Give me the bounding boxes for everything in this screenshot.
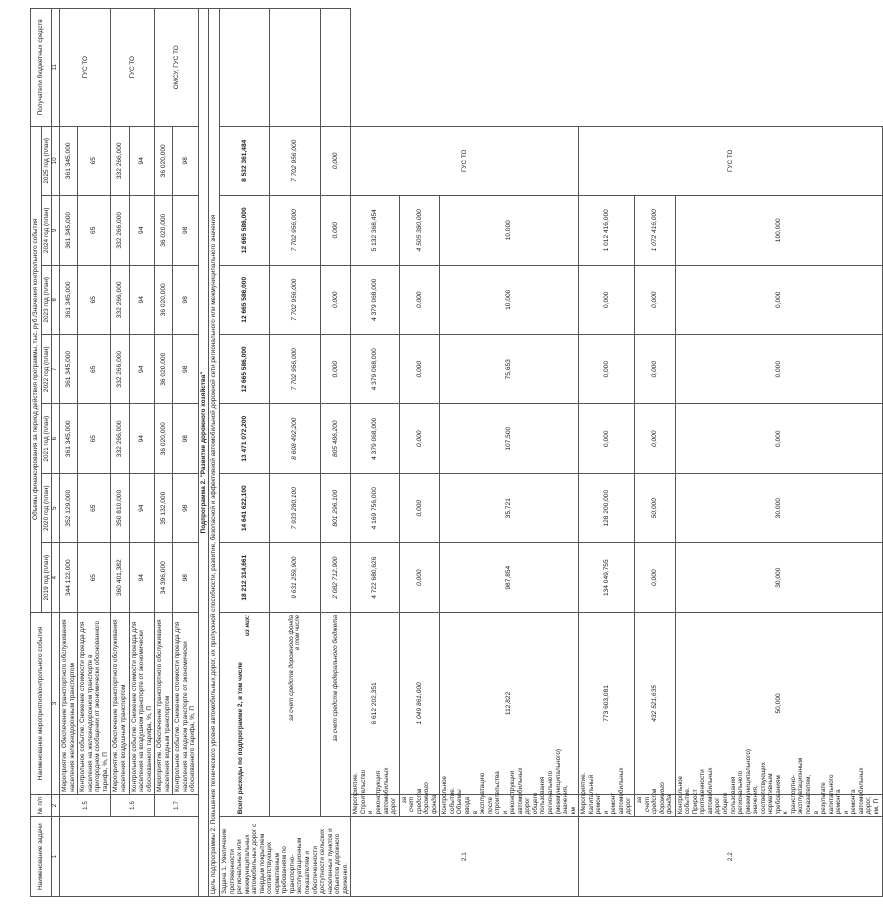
sub-label: за счет средств дорожного фонда в том числе [270,612,320,816]
row-value: 4 169 756,000 [351,473,399,542]
row-name: Контрольное событие. Снижение стоимости проезда для населения на водном транспорте от экономически обоснованного тарифа, %, П [173,612,199,794]
row-value: 332 266,000 [111,404,129,473]
row-value: 50,000 [675,612,882,794]
sub-value: 0,000 [320,335,351,404]
row-value: 128 200,000 [579,473,635,542]
row-value: 361 345,000 [60,196,78,265]
row-value: 0,000 [579,265,635,334]
row-value: 94 [129,543,155,612]
row-name: Мероприятие. Обеспечение транспортного обслуживания населения водным транспортом [155,612,173,794]
row-name: Мероприятие. Обеспечение транспортного обслуживания населения воздушным транспортом [111,612,129,794]
total-value: 8 532 361,484 [220,126,270,196]
index-cell: 4 [52,543,60,612]
row-value: 350 810,000 [111,473,129,542]
row-name: Мероприятие. Обеспечение транспортного обслуживания населения железнодорожным транспортом [60,612,78,794]
task-text: Задача 1. Увеличение протяженности региональных или межмуниципальных автомобильных дорог с твердым покрытием соответствующих нормативным требованиям по транспортно-эксплуатационным показателям и обеспеченности доступности сельских населенных пунктов и объектов дорожного движения. [220,817,351,897]
row-name: Контрольное событие. Прирост протяженности автомобильных дорог общего пользования регионального (межмуниципального) значения, соответствующих нормативным требованиям к транспортно-эксплуатационным показателям, в результате капитального ремонта и ремонта автомобильных дорог, км, П [675,794,882,816]
row-name: Мероприятие. Строительство и реконструкция автомобильных дорог [351,794,399,816]
row-value: 344 122,000 [60,543,78,612]
row-value: 1 012 416,000 [579,196,635,265]
row-value: 0,000 [399,473,440,542]
row-value: 0,000 [399,543,440,612]
year-2021: 2021 год (план) [41,404,52,473]
sub-label: за счет средств федерального бюджета [320,612,351,816]
row-value: 10,000 [440,265,579,334]
row-value: 332 266,000 [111,265,129,334]
index-cell: 9 [52,196,60,265]
goal-text: Цель подпрограммы 2. Повышение технического уровня автомобильных дорог, их пропускной способности, развитие, безопасной и эффективной автомобильной дорожной сети регионального или межмуниципального значения [209,9,220,897]
table-row [60,9,78,897]
sub-value: 7 933 280,100 [270,473,320,542]
row-value: 98 [173,265,199,334]
row-recipient: ГУС ТО [60,9,111,127]
row-value: 0,000 [675,404,882,473]
table-row [173,9,199,897]
row-value: 134 049,755 [579,543,635,612]
row-number: 2.2 [579,817,882,897]
row-value: 0,000 [635,265,676,334]
index-cell: 11 [52,9,60,127]
year-2023: 2023 год (план) [41,265,52,334]
table-row [111,9,129,897]
row-value: 1 072 416,000 [635,196,676,265]
row-value: 0,000 [399,404,440,473]
row-value: 75,653 [440,335,579,404]
total-recipient [220,9,270,127]
row-recipient: ГУС ТО [579,126,882,196]
row-value: 361 345,000 [60,335,78,404]
sub-value: 7 702 956,000 [270,335,320,404]
index-cell: 3 [52,612,60,794]
col-num: № п/п [31,794,52,816]
row-value: 98 [173,404,199,473]
row-value: 360 401,382 [111,543,129,612]
row-value: 0,000 [635,335,676,404]
row-value: 98 [173,126,199,196]
row-value: 94 [129,126,155,196]
row-value: 30,000 [675,543,882,612]
row-value: 30,000 [675,473,882,542]
row-name: Контрольное событие. Снижение стоимости проезда для населения на железнодорожном транспорте в пригородном сообщении от экономически обоснованного тарифа, %, П [78,612,111,794]
row-value: 4 379 068,000 [351,265,399,334]
row-value: 65 [78,335,111,404]
year-2024: 2024 год (план) [41,196,52,265]
row-value: 4 505 380,000 [399,196,440,265]
sub-row [320,9,351,897]
row-value: 98 [173,543,199,612]
row-value: 98 [173,473,199,542]
col-recipients: Получатели бюджетных средств [31,9,52,127]
total-value: 18 212 314,661 [220,543,270,612]
row-value: 0,000 [635,404,676,473]
row-value: 6 612 202,351 [351,612,399,794]
sub-value: 2 082 712,900 [320,543,351,612]
row-name: Контрольное событие. Снижение стоимости проезда для населения на воздушном транспорте от экономически обоснованного тарифа, %, П [129,612,155,794]
row-number: 2.1 [351,817,579,897]
row-value: 35,721 [440,473,579,542]
row-value: 36 020,000 [155,335,173,404]
total-value: 13 471 072,200 [220,404,270,473]
index-cell: 10 [52,126,60,196]
row-value: 65 [78,543,111,612]
subprogram-row [198,9,209,897]
row-name: Мероприятие. Капитальный ремонт и ремонт автомобильных дорог [579,794,635,816]
row-value: 65 [78,196,111,265]
row-value: 361 345,000 [60,265,78,334]
col-task: Наименование задачи [31,817,52,897]
year-2019: 2019 год (план) [41,543,52,612]
total-label: Всего расходы по подпрограмме 2, в том числе из них: [220,612,270,816]
row-value: 112,822 [440,612,579,794]
row-value: 36 020,000 [155,126,173,196]
col-financing: Объемы финансирования за период действия программы, тыс. руб./Значения контрольного события [31,126,42,612]
header-row [31,9,42,897]
row-value: 94 [129,335,155,404]
row-value: 34 396,000 [155,543,173,612]
row-value: 35 132,000 [155,473,173,542]
sub-value: 9 631 259,900 [270,543,320,612]
subprogram-section [198,9,350,897]
sub-recipient [320,9,351,127]
row-value: 352 129,000 [60,473,78,542]
row-value: 36 020,000 [155,265,173,334]
row-value: 0,000 [675,335,882,404]
index-cell: 2 [52,794,60,816]
row-value: 94 [129,196,155,265]
table-body-b [351,9,882,897]
row-value: 361 345,000 [60,404,78,473]
row-value: 1 049 861,000 [399,612,440,794]
total-row [220,9,270,897]
row-value: 94 [129,265,155,334]
total-value: 14 641 622,100 [220,473,270,542]
row-value: 36 020,000 [155,404,173,473]
table-row [155,9,173,897]
row-value: 4 722 680,626 [351,543,399,612]
goal-row [209,9,220,897]
year-2020: 2020 год (план) [41,473,52,542]
row-recipient: ГУС ТО [111,9,155,127]
row-value: 0,000 [399,335,440,404]
subprogram-title: Подпрограмма 2. "Развитие дорожного хозяйства" [198,9,209,897]
sub-row [270,9,320,897]
program-table [30,8,883,897]
incl-label: из них: [244,614,251,636]
row-value: 773 603,081 [579,612,635,794]
row-number: 1.5 [60,794,111,816]
row-value: 332 266,000 [111,126,129,196]
row-value: 0,000 [635,543,676,612]
index-cell: 7 [52,335,60,404]
sub-value: 0,000 [320,126,351,196]
row-value: 98 [173,335,199,404]
task-cell-empty [60,817,199,897]
row-value: 65 [78,126,111,196]
row-value: 94 [129,473,155,542]
sub-value: 7 702 956,000 [270,265,320,334]
row-value: 50,000 [635,473,676,542]
row-number: 1.7 [155,794,199,816]
table-body-a [60,9,199,897]
row-name: за счет средств дорожного фонда [399,794,440,816]
row-value: 332 266,000 [111,335,129,404]
total-value: 12 665 586,000 [220,265,270,334]
row-value: 65 [78,265,111,334]
index-cell: 5 [52,473,60,542]
index-cell: 8 [52,265,60,334]
row-value: 36 020,000 [155,196,173,265]
incl-label-2: в том числе [295,614,302,650]
row-name: за счет средств дорожного фонда [635,794,676,816]
row-value: 0,000 [675,265,882,334]
sub-value: 8 608 492,200 [270,404,320,473]
index-cell: 6 [52,404,60,473]
table-row [129,9,155,897]
table-row [351,9,399,897]
table-row [78,9,111,897]
row-value: 432 521,635 [635,612,676,794]
index-cell: 1 [52,817,60,897]
sub-value: 801 296,100 [320,473,351,542]
sub-value: 0,000 [320,196,351,265]
sub-recipient [270,9,320,127]
row-value: 987,854 [440,543,579,612]
index-row [52,9,60,897]
row-value: 107,500 [440,404,579,473]
sub-value: 7 702 956,000 [270,126,320,196]
row-recipient: ОМСУ, ГУС ТО [155,9,199,127]
total-value: 12 665 586,000 [220,196,270,265]
total-value: 12 665 586,000 [220,335,270,404]
row-value: 332 266,000 [111,196,129,265]
row-number: 1.6 [111,794,155,816]
row-value: 361 345,000 [60,126,78,196]
row-value: 94 [129,404,155,473]
row-value: 100,000 [675,196,882,265]
sub-value: 0,000 [320,265,351,334]
year-2022: 2022 год (план) [41,335,52,404]
sub-value: 805 486,200 [320,404,351,473]
row-value: 0,000 [399,265,440,334]
row-value: 65 [78,473,111,542]
sub-value: 7 702 956,000 [270,196,320,265]
table-row [579,9,635,897]
col-name: Наименование мероприятия/контрольного события [31,612,52,794]
row-value: 98 [173,196,199,265]
row-value: 4 379 068,000 [351,335,399,404]
row-value: 65 [78,404,111,473]
row-value: 0,000 [579,335,635,404]
row-name: Контрольное событие. Объемы ввода в эксплуатацию после строительства и реконструкции автомобильных дорог общего пользования регионального (межмуниципального) значения, км [440,794,579,816]
year-2025: 2025 год (план) [41,126,52,196]
row-value: 4 379 068,000 [351,404,399,473]
row-value: 5 132 368,454 [351,196,399,265]
row-value: 0,000 [579,404,635,473]
row-recipient: ГУС ТО [351,126,579,196]
row-value: 10,000 [440,196,579,265]
